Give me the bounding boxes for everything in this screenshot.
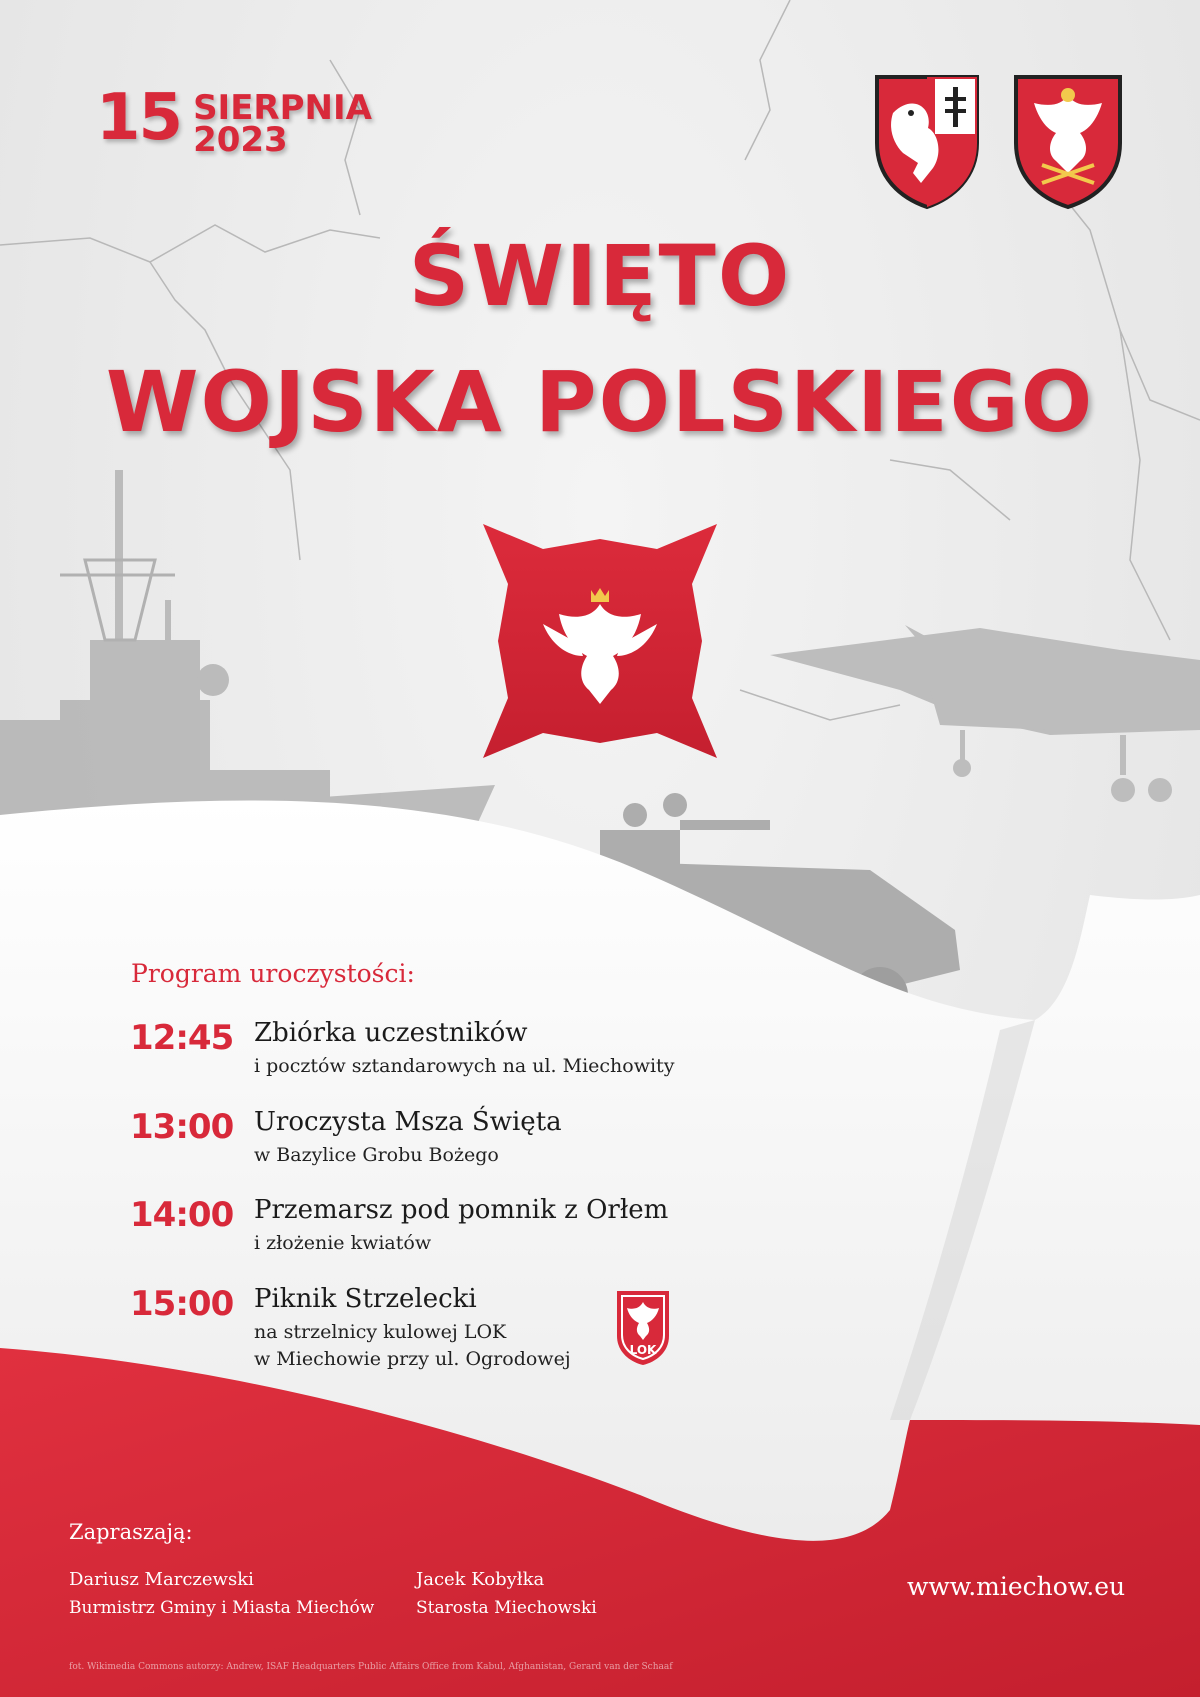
invite-label: Zapraszają:	[69, 1520, 193, 1544]
program-detail-line: w Miechowie przy ul. Ogrodowej	[254, 1348, 571, 1370]
program-heading: Program uroczystości:	[131, 959, 415, 988]
program-title: Zbiórka uczestników	[254, 1018, 528, 1048]
program-detail-line: i złożenie kwiatów	[254, 1232, 432, 1254]
photo-credits: fot. Wikimedia Commons autorzy: Andrew, ISAF Headquarters Public Affairs Office from Kabul, Afghanistan, Gerard van der Schaaf	[69, 1662, 673, 1672]
date-month: SIERPNIA	[193, 88, 372, 128]
lok-label: LOK	[629, 1343, 657, 1357]
program-time: 13:00	[130, 1107, 234, 1147]
griffin-coat-of-arms-icon	[873, 73, 981, 211]
program-details	[254, 1230, 431, 1257]
lok-emblem-icon	[614, 1288, 672, 1368]
event-title-line2: WOJSKA POLSKIEGO	[105, 353, 1095, 451]
program-time: 12:45	[130, 1018, 234, 1058]
date-day: 15	[96, 81, 182, 155]
program-title: Uroczysta Msza Święta	[254, 1107, 562, 1137]
military-cross-eagle-icon	[483, 524, 717, 758]
eagle-coat-of-arms-icon	[1012, 73, 1124, 211]
program-detail-line: i pocztów sztandarowych na ul. Miechowity	[254, 1055, 675, 1077]
program-detail-line: w Bazylice Grobu Bożego	[254, 1144, 499, 1166]
event-title-line1: ŚWIĘTO	[408, 227, 792, 325]
warship-image	[0, 470, 495, 840]
program-detail-line: na strzelnicy kulowej LOK	[254, 1321, 507, 1343]
date-year: 2023	[193, 120, 288, 160]
organizer-role: Burmistrz Gminy i Miasta Miechów	[69, 1598, 375, 1618]
program-title: Przemarsz pod pomnik z Orłem	[254, 1195, 669, 1225]
date-month-year	[193, 88, 372, 160]
program-details	[254, 1142, 499, 1169]
organizer-role: Starosta Miechowski	[416, 1598, 597, 1618]
fighter-jet-image	[770, 625, 1200, 802]
program-title: Piknik Strzelecki	[254, 1284, 477, 1314]
organizer-name: Jacek Kobyłka	[416, 1569, 545, 1590]
program-time: 14:00	[130, 1195, 234, 1235]
program-time: 15:00	[130, 1284, 234, 1324]
event-date	[96, 81, 372, 160]
program-details	[254, 1053, 674, 1080]
website-link[interactable]: www.miechow.eu	[907, 1572, 1126, 1601]
organizer-name: Dariusz Marczewski	[69, 1569, 254, 1590]
program-details	[254, 1319, 571, 1373]
